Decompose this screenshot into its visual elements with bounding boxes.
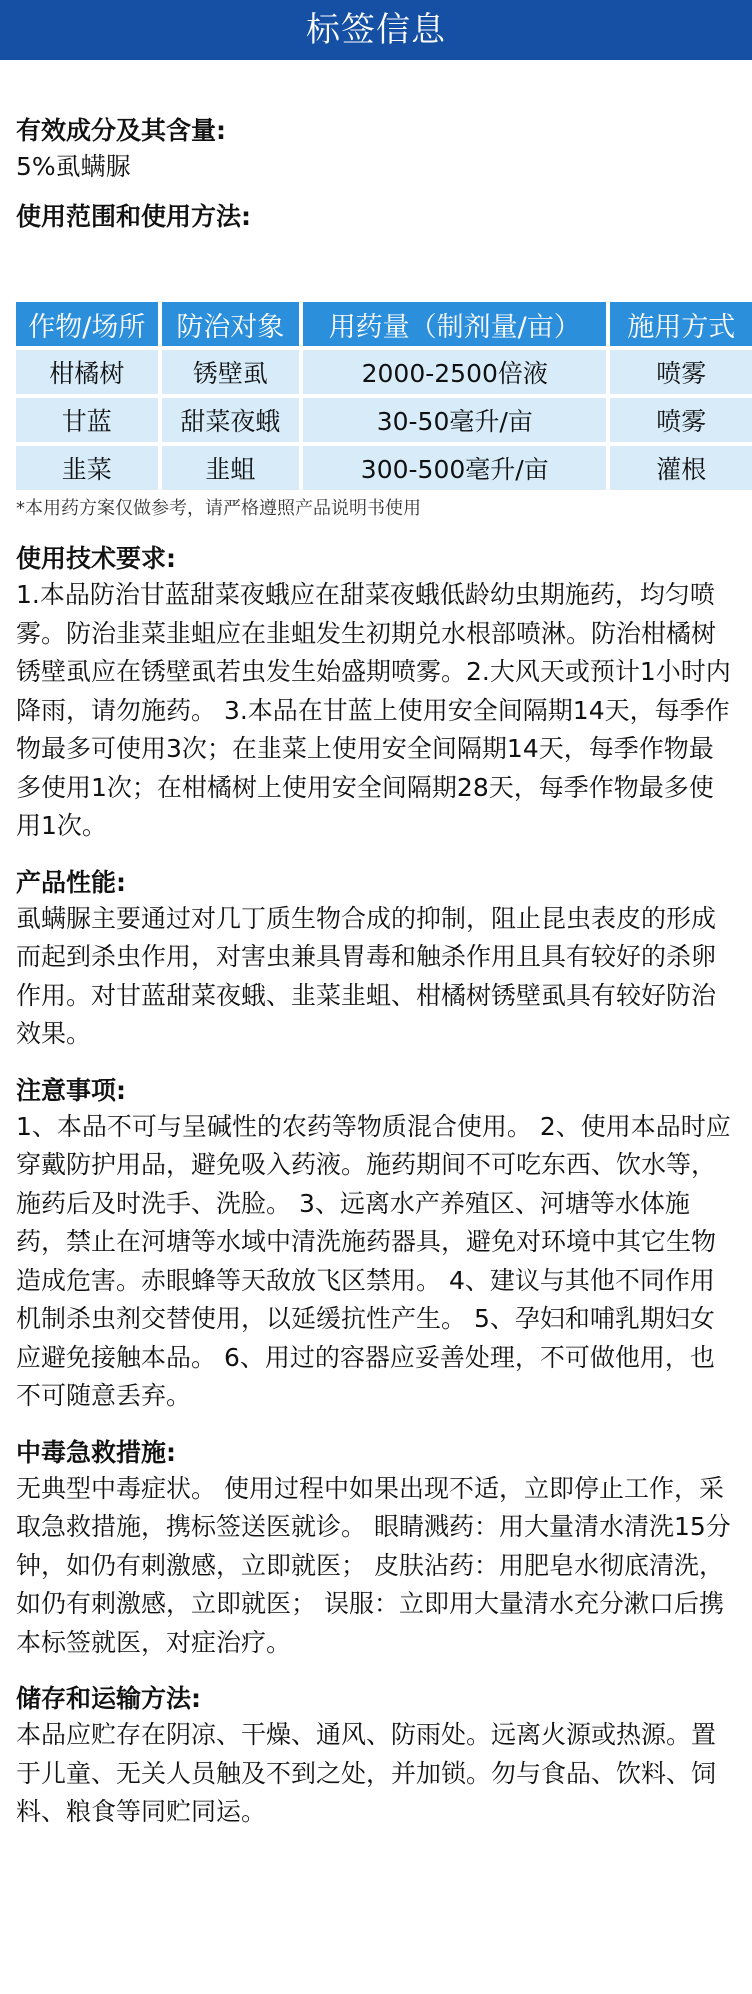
table-cell: 甜菜夜蛾 (162, 398, 300, 442)
storage-text: 本品应贮存在阴凉、干燥、通风、防雨处。远离火源或热源。置于儿童、无关人员触及不到之处，并加锁。勿与食品、饮料、饲料、粮食等同贮同运。 (16, 1720, 717, 1826)
table-cell: 2000-2500倍液 (303, 350, 606, 394)
usage-heading: 使用范围和使用方法: (16, 202, 251, 231)
page-title: 标签信息 (306, 10, 446, 50)
storage-section (16, 1662, 736, 1832)
first-aid-text: 无典型中毒症状。 使用过程中如果出现不适，立即停止工作，采取急救措施，携标签送医就诊。 眼睛溅药：用大量清水清洗15分钟，如仍有刺激感，立即就医； 皮肤沾药：用肥皂水彻底清洗，如仍有刺激感，立即就医； 误服：立即用大量清水充分漱口后携本标签就医，对症治疗。 (16, 1473, 731, 1657)
label-content (0, 60, 752, 1832)
table-cell: 甘蓝 (16, 398, 158, 442)
ingredients-heading: 有效成分及其含量: (16, 116, 226, 145)
table-header-cell: 防治对象 (162, 302, 300, 346)
table-cell: 300-500毫升/亩 (303, 446, 606, 490)
table-cell: 灌根 (610, 446, 752, 490)
first-aid-heading: 中毒急救措施: (16, 1437, 176, 1467)
performance-section (16, 846, 736, 1054)
cautions-section (16, 1054, 736, 1416)
table-cell: 30-50毫升/亩 (303, 398, 606, 442)
table-row (16, 398, 752, 442)
page-header (0, 0, 752, 60)
table-header-row (16, 302, 752, 346)
tech-heading: 使用技术要求: (16, 544, 176, 573)
first-aid-section (16, 1416, 736, 1663)
table-header-cell: 用药量（制剂量/亩） (303, 302, 606, 346)
table-row (16, 446, 752, 490)
table-cell: 喷雾 (610, 398, 752, 442)
ingredients-section (16, 60, 736, 186)
table-cell: 柑橘树 (16, 350, 158, 394)
usage-section (16, 186, 736, 234)
table-header-cell: 作物/场所 (16, 302, 158, 346)
table-row (16, 350, 752, 394)
performance-text: 虱螨脲主要通过对几丁质生物合成的抑制，阻止昆虫表皮的形成而起到杀虫作用，对害虫兼具胃毒和触杀作用且具有较好的杀卵作用。对甘蓝甜菜夜蛾、韭菜韭蛆、柑橘树锈壁虱具有较好防治效果。 (16, 903, 717, 1048)
storage-heading: 储存和运输方法: (16, 1684, 201, 1713)
table-cell: 喷雾 (610, 350, 752, 394)
table-cell: 锈壁虱 (162, 350, 300, 394)
table-cell: 韭蛆 (162, 446, 300, 490)
table-cell: 韭菜 (16, 446, 158, 490)
tech-text: 1.本品防治甘蓝甜菜夜蛾应在甜菜夜蛾低龄幼虫期施药，均匀喷雾。防治韭菜韭蛆应在韭蛆发生初期兑水根部喷淋。防治柑橘树锈壁虱应在锈壁虱若虫发生始盛期喷雾。2.大风天或预计1小时内降雨，请勿施药。 3.本品在甘蓝上使用安全间隔期14天，每季作物最多可使用3次；在韭菜上使用安全间隔期14天，每季作物最多使用1次；在柑橘树上使用安全间隔期28天，每季作物最多使用1次。 (16, 580, 731, 840)
table-note: *本用药方案仅做参考，请严格遵照产品说明书使用 (16, 498, 421, 519)
table-header-cell: 施用方式 (610, 302, 752, 346)
ingredients-text: 5%虱螨脲 (16, 152, 131, 181)
cautions-heading: 注意事项: (16, 1075, 126, 1105)
tech-section (16, 522, 736, 846)
dosage-table-wrapper (16, 234, 736, 522)
dosage-table (12, 298, 752, 494)
cautions-text: 1、本品不可与呈碱性的农药等物质混合使用。 2、使用本品时应穿戴防护用品，避免吸入药液。施药期间不可吃东西、饮水等，施药后及时洗手、洗脸。 3、远离水产养殖区、河塘等水体施药，禁止在河塘等水域中清洗施药器具，避免对环境中其它生物造成危害。赤眼蜂等天敌放飞区禁用。 4、建议与其他不同作用机制杀虫剂交替使用，以延缓抗性产生。 5、孕妇和哺乳期妇女应避免接触本品。 6、用过的容器应妥善处理，不可做他用，也不可随意丢弃。 (16, 1111, 731, 1410)
performance-heading: 产品性能: (16, 867, 126, 897)
